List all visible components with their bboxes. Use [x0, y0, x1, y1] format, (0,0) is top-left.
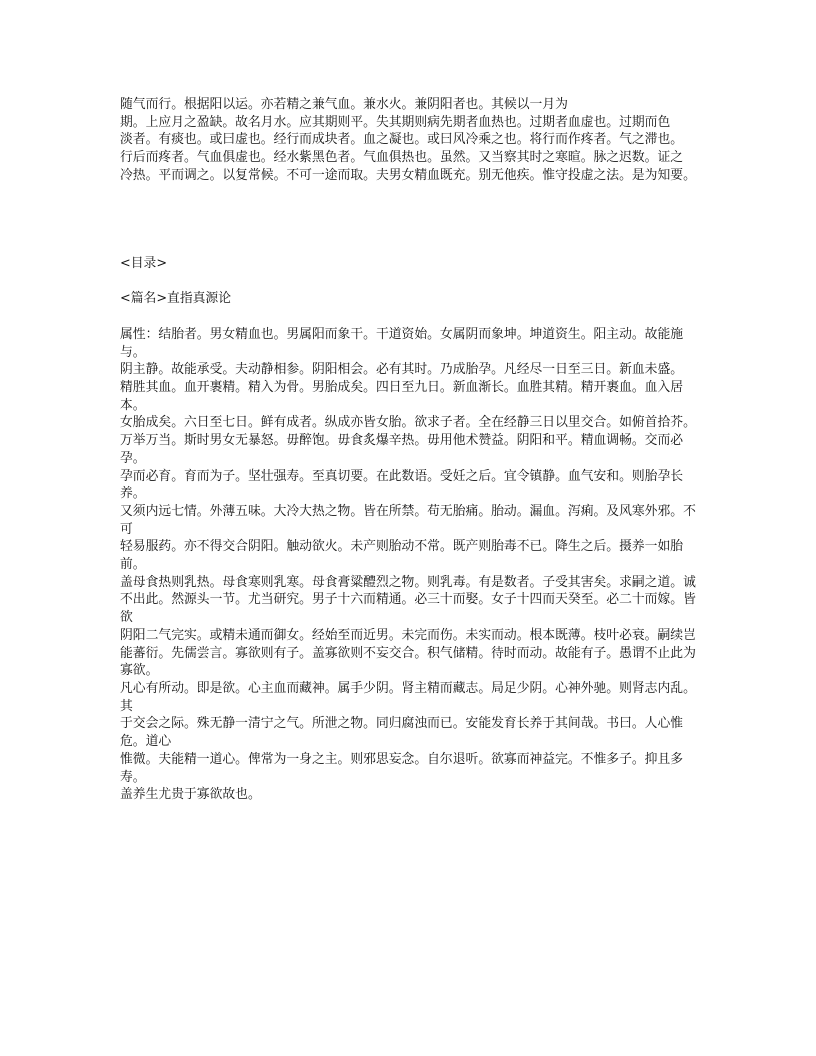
text-line: 万举万当。斯时男女无暴怒。毋醉饱。毋食炙爆辛热。毋用他术赞益。阴阳和平。精血调畅。交而必孕。: [120, 433, 684, 466]
text-line: 阴主静。故能承受。夫动静相参。阴阳相会。必有其时。乃成胎孕。凡经尽一日至三日。新血未盛。: [120, 362, 684, 378]
paragraph-menstruation: [120, 96, 700, 185]
text-line: 淡者。有痰也。或曰虚也。经行而成块者。血之凝也。或曰风冷乘之也。将行而作疼者。气之滞也。: [120, 132, 684, 148]
text-line: 能蕃衍。先儒尝言。寡欲则有子。盖寡欲则不妄交合。积气储精。待时而动。故能有子。愚谓不止此为寡欲。: [120, 645, 696, 679]
text-line: 盖养生尤贵于寡欲故也。: [120, 787, 261, 803]
text-line: 行后而疼者。气血俱虚也。经水紫黑色者。气血俱热也。虽然。又当察其时之寒暄。脉之迟数。证之: [120, 150, 684, 166]
toc-label: <目录>: [120, 255, 168, 271]
text-line: 不出此。然源头一节。尤当研究。男子十六而精通。必三十而娶。女子十四而天癸至。必二十而嫁。皆欲: [120, 592, 696, 626]
text-line: 惟微。夫能精一道心。俾常为一身之主。则邪思妄念。自尔退听。欲寡而神益完。不惟多子。抑且多寿。: [120, 751, 684, 785]
text-line: 冷热。平而调之。以复常候。不可一途而取。夫男女精血既充。别无他疾。惟守投虚之法。是为知要。: [120, 167, 696, 183]
text-line: 阴阳二气完实。或精未通而御女。经始至而近男。未完而伤。未实而动。根本既薄。枝叶必衰。嗣续岂: [120, 627, 696, 643]
text-line: 随气而行。根据阳以运。亦若精之兼气血。兼水火。兼阴阳者也。其候以一月为: [120, 97, 568, 112]
text-line: 轻易服药。亦不得交合阴阳。触动欲火。未产则胎动不常。既产则胎毒不已。降生之后。摄养一如胎前。: [120, 539, 684, 573]
text-line: 凡心有所动。即是欲。心主血而藏神。属手少阴。肾主精而藏志。局足少阴。心神外驰。则肾志内乱。其: [120, 680, 696, 714]
text-line: 又须内远七情。外薄五味。大冷大热之物。皆在所禁。苟无胎痛。胎动。漏血。泻痢。及风寒外邪。不可: [120, 503, 696, 537]
text-line: 盖母食热则乳热。母食寒则乳寒。母食膏粱醴烈之物。则乳毒。有是数者。子受其害矣。求嗣之道。诚: [120, 574, 696, 590]
document-page: [120, 96, 700, 804]
section-title: <篇名>直指真源论: [120, 291, 232, 307]
text-line: 属性：结胎者。男女精血也。男属阳而象干。干道资始。女属阴而象坤。坤道资生。阳主动。故能施与。: [120, 326, 684, 360]
text-line: 精胜其血。血开裹精。精入为骨。男胎成矣。四日至九日。新血渐长。血胜其精。精开裹血。血入居本。: [120, 380, 684, 413]
text-line: 孕而必育。育而为子。坚壮强寿。至真切要。在此数语。受妊之后。宜令镇静。血气安和。则胎孕长养。: [120, 468, 684, 502]
text-line: 女胎成矣。六日至七日。鲜有成者。纵成亦皆女胎。欲求子者。全在经静三日以里交合。如俯首拾芥。: [120, 415, 696, 431]
paragraph-section-body: [120, 326, 700, 804]
text-line: 于交会之际。殊无静一清宁之气。所泄之物。同归腐浊而已。安能发育长养于其间哉。书曰。人心惟危。道心: [120, 716, 684, 750]
text-line: 期。上应月之盈缺。故名月水。应其期则平。失其期则病先期者血热也。过期者血虚也。过期而色: [120, 114, 671, 130]
